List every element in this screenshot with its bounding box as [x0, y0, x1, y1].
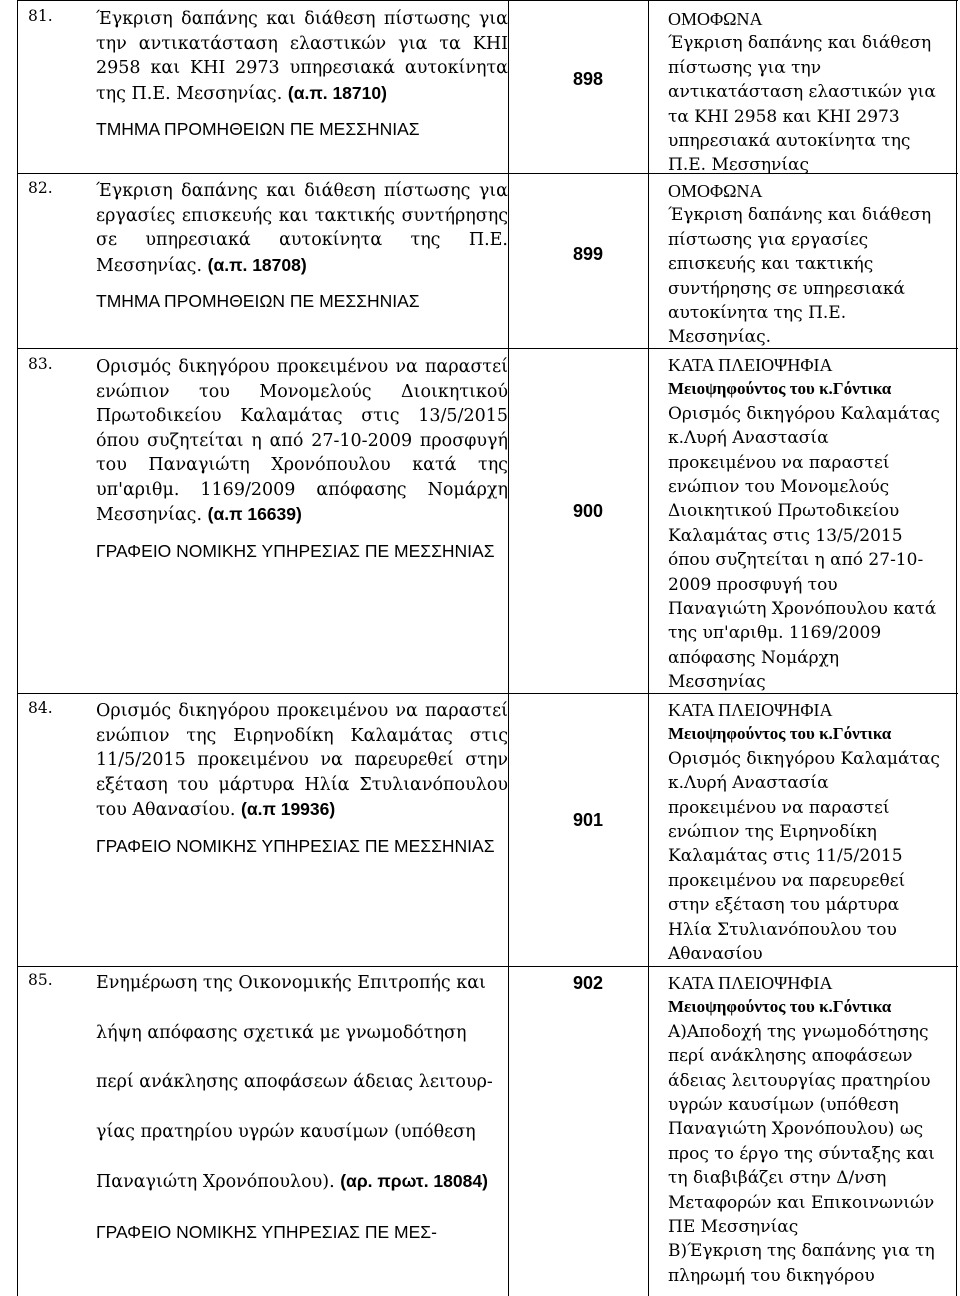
department: ΓΡΑΦΕΙΟ ΝΟΜΙΚΗΣ ΥΠΗΡΕΣΙΑΣ ΠΕ ΜΕΣ- [96, 1221, 437, 1242]
minority-note: Μειοψηφούντος του κ.Γόντικα [668, 724, 892, 744]
decision-line: τη διαβιβάζει στην Δ/νση [668, 1168, 887, 1189]
minority-note: Μειοψηφούντος του κ.Γόντικα [668, 379, 892, 399]
decision-text [668, 179, 953, 350]
decision-line: Ορισμός δικηγόρου Καλαμάτας [668, 748, 940, 769]
decision-number: 900 [572, 501, 604, 521]
decision-line: συντήρησης σε υπηρεσιακά [668, 278, 905, 299]
decision-line: προς το έργο της σύνταξης και [668, 1143, 935, 1164]
decision-text [668, 971, 953, 1288]
decision-line: Β)Έγκριση της δαπάνης για τη [668, 1241, 935, 1262]
decision-line: στην εξέταση του μάρτυρα [668, 895, 900, 916]
minutes-table [17, 0, 958, 1296]
item-number: 83. [28, 355, 53, 373]
agenda-row [18, 349, 958, 693]
item-description [96, 7, 508, 142]
decision-line: υγρών καυσίμων (υπόθεση [668, 1095, 899, 1116]
decision-line: προκειμένου να παραστεί [668, 797, 890, 818]
decision-line: κ.Λυρή Αναστασία [668, 773, 829, 794]
decision-line: άδειας λειτουργίας πρατηρίου [668, 1070, 931, 1091]
minority-note: Μειοψηφούντος του κ.Γόντικα [668, 997, 892, 1017]
protocol-ref: (α.π. 18708) [207, 254, 307, 275]
decision-line: ΠΕ Μεσσηνίας [668, 1217, 799, 1238]
agenda-row [18, 967, 958, 1296]
decision-line: προκειμένου να παραστεί [668, 452, 890, 473]
decision-line: Ορισμός δικηγόρου Καλαμάτας [668, 403, 940, 424]
decision-line: αντικατάσταση ελαστικών για [668, 82, 936, 103]
decision-line: ενώπιον της Ειρηνοδίκη [668, 822, 877, 843]
protocol-ref: (α.π 16639) [207, 504, 302, 524]
decision-line: Ηλία Στυλιανόπουλου του [668, 919, 897, 940]
item-text: Έγκριση δαπάνης και διάθεση πίστωσης για την αντικατάσταση ελαστικών για τα ΚΗΙ 2958 και ΚΗΙ 2973 υπηρεσιακά αυτοκίνητα της Π.Ε. Μεσσηνίας. [96, 9, 508, 104]
decision-line: απόφασης Νομάρχη [668, 647, 840, 668]
decision-line: Έγκριση δαπάνης και διάθεση [668, 205, 932, 226]
decision-line: ενώπιον του Μονομελούς [668, 477, 890, 498]
decision-line: 2009 προσφυγή του [668, 574, 838, 595]
vote-result: ΟΜΟΦΩΝΑ [668, 9, 763, 29]
decision-line: αυτοκίνητα της Π.Ε. [668, 303, 847, 324]
decision-line: Μεσσηνίας [668, 672, 766, 693]
department: ΓΡΑΦΕΙΟ ΝΟΜΙΚΗΣ ΥΠΗΡΕΣΙΑΣ ΠΕ ΜΕΣΣΗΝΙΑΣ [96, 540, 495, 561]
decision-line: Α)Αποδοχή της γνωμοδότησης [668, 1021, 929, 1042]
department: ΤΜΗΜΑ ΠΡΟΜΗΘΕΙΩΝ ΠΕ ΜΕΣΣΗΝΙΑΣ [96, 119, 420, 139]
decision-line: Καλαμάτας στις 13/5/2015 [668, 525, 903, 546]
decision-line: κ.Λυρή Αναστασία [668, 428, 829, 449]
protocol-ref: (α.π 19936) [241, 799, 336, 819]
decision-number: 902 [572, 973, 604, 993]
agenda-row [18, 694, 958, 966]
decision-line: Παναγιώτη Χρονόπουλου κατά [668, 599, 937, 620]
vote-result: ΚΑΤΑ ΠΛΕΙΟΨΗΦΙΑ [668, 700, 833, 720]
decision-number: 898 [572, 69, 604, 89]
decision-number: 899 [572, 244, 604, 264]
decision-text [668, 698, 953, 966]
vote-result: ΟΜΟΦΩΝΑ [668, 181, 763, 201]
item-description [96, 179, 508, 314]
vote-result: ΚΑΤΑ ΠΛΕΙΟΨΗΦΙΑ [668, 355, 833, 375]
decision-line: τα ΚΗΙ 2958 και ΚΗΙ 2973 [668, 106, 900, 127]
item-description [96, 959, 508, 1257]
item-text-line: Ενημέρωση της Οικονομικής Επιτροπής και [96, 973, 486, 993]
item-number: 82. [28, 179, 53, 197]
decision-line: όπου συζητείται η από 27-10- [668, 550, 924, 571]
decision-line: Π.Ε. Μεσσηνίας [668, 155, 810, 176]
agenda-row [18, 174, 958, 348]
item-text-line: γίας πρατηρίου υγρών καυσίμων (υπόθεση [96, 1121, 476, 1142]
decision-number: 901 [572, 810, 604, 830]
decision-line: υπηρεσιακά αυτοκίνητα της [668, 131, 911, 152]
item-number: 81. [28, 7, 53, 25]
item-text-line: λήψη απόφασης σχετικά με γνωμοδότηση [96, 1022, 467, 1043]
decision-line: περί ανάκλησης αποφάσεων [668, 1046, 913, 1067]
item-text-line: περί ανάκλησης αποφάσεων άδειας λειτουρ- [96, 1072, 493, 1092]
decision-text [668, 353, 953, 695]
decision-line: Διοικητικού Πρωτοδικείου [668, 501, 900, 522]
protocol-ref: (αρ. πρωτ. 18084) [340, 1171, 488, 1191]
decision-line: Έγκριση δαπάνης και διάθεση [668, 33, 932, 54]
decision-line: πίστωσης για εργασίες [668, 229, 869, 250]
item-description [96, 699, 508, 859]
decision-line: Αθανασίου [668, 944, 763, 965]
department: ΤΜΗΜΑ ΠΡΟΜΗΘΕΙΩΝ ΠΕ ΜΕΣΣΗΝΙΑΣ [96, 291, 420, 311]
decision-line: Παναγιώτη Χρονόπουλου) ως [668, 1119, 924, 1140]
item-text: Ορισμός δικηγόρου προκειμένου να παραστεί ενώπιον της Ειρηνοδίκη Καλαμάτας στις 11/5/2015 προκειμένου να παρευρεθεί στην εξέταση του μάρτυρα Ηλία Στυλιανόπουλου του Αθανασίου. [96, 701, 508, 820]
item-number: 84. [28, 699, 53, 717]
decision-line: Καλαμάτας στις 11/5/2015 [668, 846, 903, 867]
decision-text [668, 7, 953, 178]
item-text: Ορισμός δικηγόρου προκειμένου να παραστεί ενώπιον του Μονομελούς Διοικητικού Πρωτοδικείου Καλαμάτας στις 13/5/2015 όπου συζητείται η από 27-10-2009 προσφυγή του Παναγιώτη Χρονόπουλου κατά της υπ'αριθμ. 1169/2009 απόφασης Νομάρχη Μεσσηνίας. [96, 357, 508, 525]
decision-line: Μεσσηνίας. [668, 327, 772, 348]
item-text-line: Παναγιώτη Χρονόπουλου). [96, 1172, 335, 1192]
decision-line: Μεταφορών και Επικοινωνιών [668, 1192, 935, 1213]
decision-line: πληρωμή του δικηγόρου [668, 1265, 875, 1286]
decision-line: πίστωσης για την [668, 57, 822, 78]
protocol-ref: (α.π. 18710) [287, 82, 387, 103]
department: ΓΡΑΦΕΙΟ ΝΟΜΙΚΗΣ ΥΠΗΡΕΣΙΑΣ ΠΕ ΜΕΣΣΗΝΙΑΣ [96, 835, 495, 856]
item-description [96, 355, 508, 564]
decision-line: προκειμένου να παρευρεθεί [668, 870, 906, 891]
item-number: 85. [28, 971, 53, 989]
item-text: Έγκριση δαπάνης και διάθεση πίστωσης για εργασίες επισκευής και τακτικής συντήρησης σε υπηρεσιακά αυτοκίνητα της Π.Ε. Μεσσηνίας. [96, 181, 508, 276]
decision-line: επισκευής και τακτικής [668, 254, 874, 275]
vote-result: ΚΑΤΑ ΠΛΕΙΟΨΗΦΙΑ [668, 973, 833, 993]
agenda-row [18, 1, 958, 176]
decision-line: της υπ'αριθμ. 1169/2009 [668, 623, 882, 644]
